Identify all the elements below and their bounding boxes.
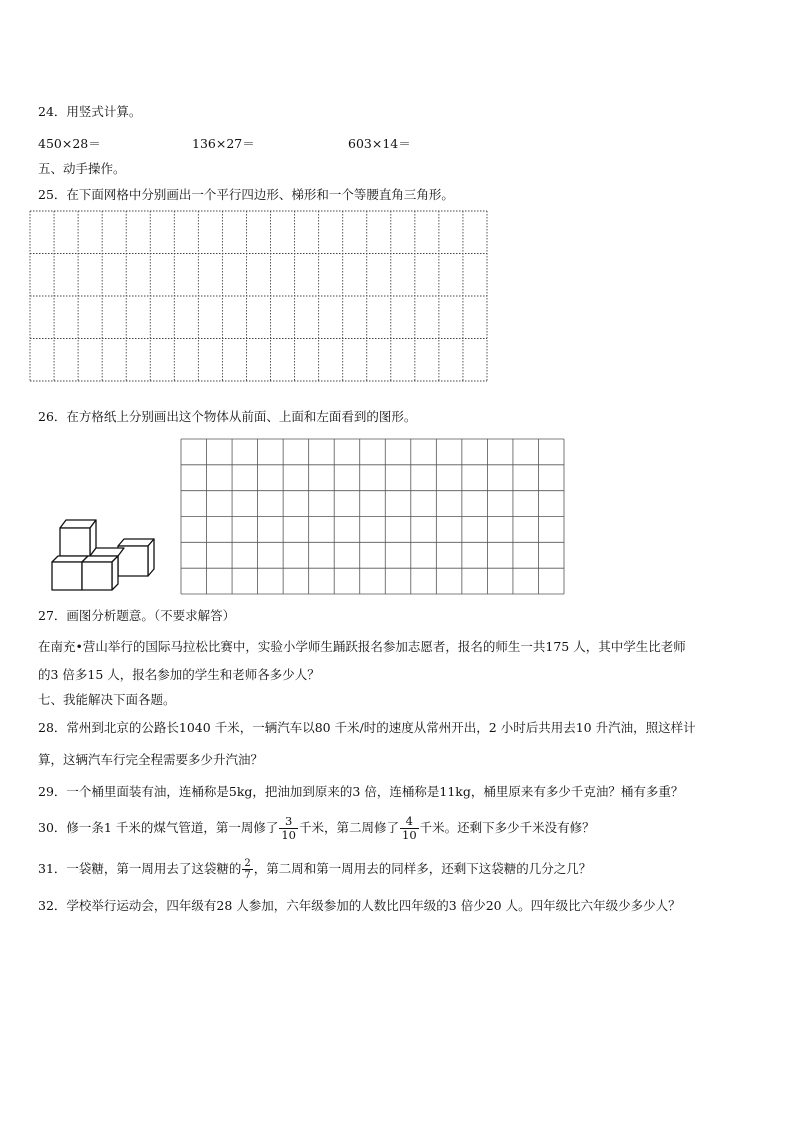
q31-part-2: ，第二周和第一周用去的同样多，还剩下这袋糖的几分之几？ [253,861,592,876]
q25-text: 25．在下面网格中分别画出一个平行四边形、梯形和一个等腰直角三角形。 [38,187,454,202]
q28-line-2: 算，这辆汽车行完全程需要多少升汽油？ [38,752,264,767]
q24-item-1: 450×28＝ [38,136,101,151]
q24-item-2: 136×27＝ [192,136,255,151]
q25-dotted-grid [29,210,489,383]
q27-line-1: 在南充•营山举行的国际马拉松比赛中，实验小学师生踊跃报名参加志愿者，报名的师生一共175 人，其中学生比老师 [38,639,686,654]
q30-text [38,812,595,844]
q30-fraction-1: $\frac{3}{10}$ [281,814,296,842]
section-7-heading: 七、我能解决下面各题。 [38,692,176,707]
q30-part-2: 千米，第二周修了 [298,820,399,835]
q29-text: 29．一个桶里面装有油，连桶称是5kg，把油加到原来的3 倍，连桶称是11kg，桶里原来有多少千克油？桶有多重？ [38,784,684,799]
q27-label: 27．画图分析题意。（不要求解答） [38,608,236,623]
cube-stack-figure [48,516,158,594]
q30-part-1: 30．修一条1 千米的煤气管道，第一周修了 [38,820,279,835]
q24-item-3: 603×14＝ [348,136,411,151]
q26-square-grid [180,438,566,596]
q24-label: 24．用竖式计算。 [38,104,142,119]
q31-part-1: 31．一袋糖，第一周用去了这袋糖的 [38,861,242,876]
q27-line-2: 的3 倍多15 人，报名参加的学生和老师各多少人？ [38,667,320,682]
q30-fraction-2: $\frac{4}{10}$ [402,814,417,842]
section-5-heading: 五、动手操作。 [38,161,126,176]
q31-fraction: $\frac{2}{7}$ [244,858,251,881]
q28-line-1: 28．常州到北京的公路长1040 千米，一辆汽车以80 千米/时的速度从常州开出，2 小时后共用去10 升汽油，照这样计 [38,720,696,735]
q32-text: 32．学校举行运动会，四年级有28 人参加，六年级参加的人数比四年级的3 倍少20 人。四年级比六年级少多少人？ [38,898,681,913]
q30-part-3: 千米。还剩下多少千米没有修？ [419,820,595,835]
q26-text: 26．在方格纸上分别画出这个物体从前面、上面和左面看到的图形。 [38,409,417,424]
q31-text [38,855,591,883]
